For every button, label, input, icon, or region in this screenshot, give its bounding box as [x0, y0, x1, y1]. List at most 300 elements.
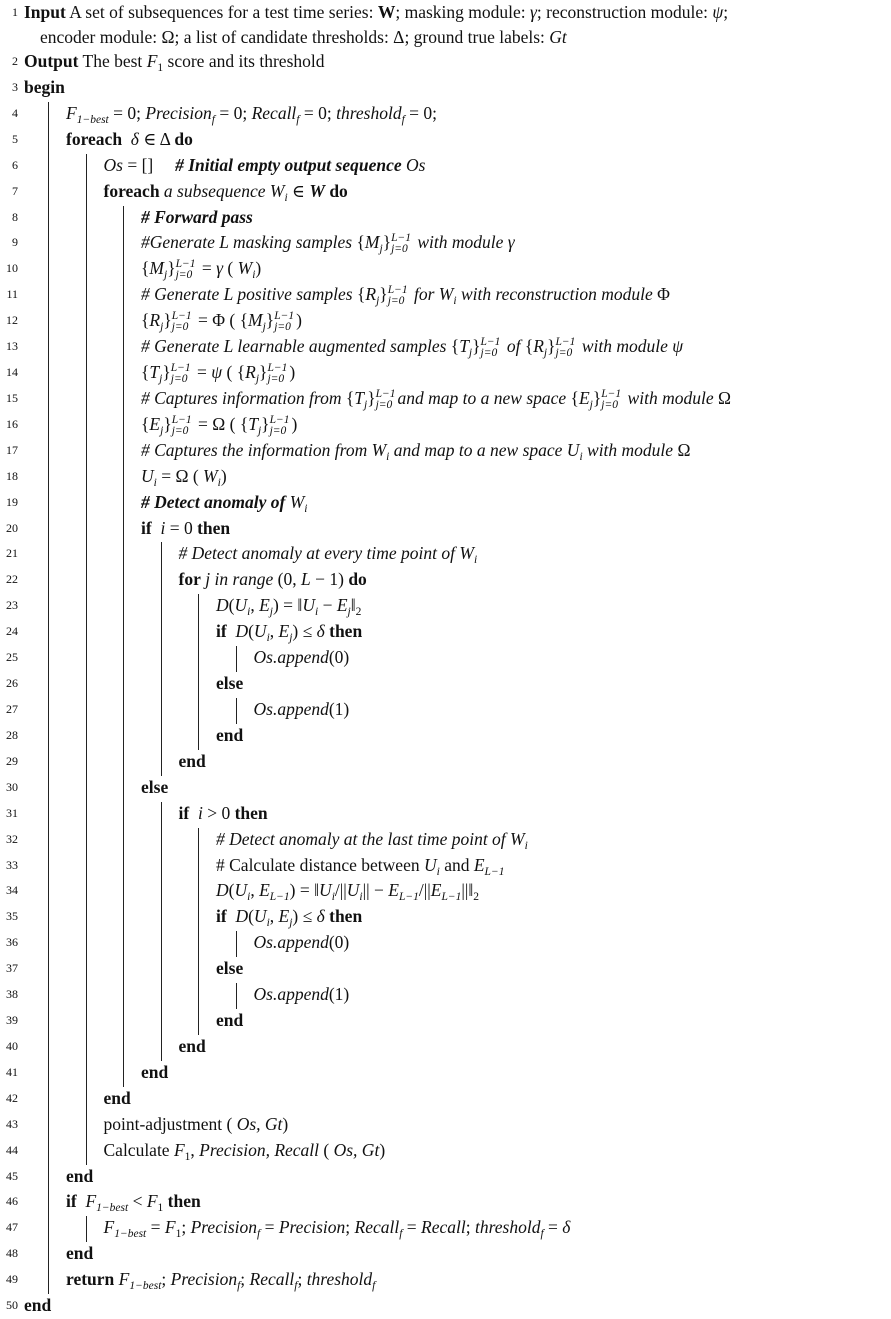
block-indent-bar	[161, 672, 162, 698]
subscript: j	[543, 347, 548, 360]
code-text: ,	[250, 880, 260, 901]
subscript: f	[257, 1228, 261, 1241]
subscript: j	[257, 424, 262, 437]
code-text: ,	[269, 906, 279, 927]
code-text: Os	[406, 154, 426, 175]
code-text: }	[167, 258, 176, 279]
block-indent-bar	[161, 802, 162, 828]
block-indent-bar	[48, 283, 49, 309]
code-text: ;	[465, 1217, 475, 1238]
line-number: 24	[6, 624, 18, 639]
block-indent-bar	[123, 828, 124, 854]
code-text: −	[318, 595, 337, 616]
block-indent-bar	[48, 957, 49, 983]
code-text: ,	[190, 1139, 200, 1160]
keyword: foreach	[103, 180, 160, 201]
code-text: Os.append	[253, 984, 329, 1005]
code-text: R	[245, 362, 256, 383]
subscript: j	[163, 269, 168, 282]
code-text: with module	[623, 387, 718, 408]
line-number: 35	[6, 909, 18, 924]
code-text: /||	[334, 880, 347, 901]
block-indent-bar	[48, 1061, 49, 1087]
code-text: # Initial empty output sequence	[175, 154, 407, 175]
line-number: 28	[6, 727, 18, 742]
code-text: ;	[345, 1217, 355, 1238]
code-text: ψ	[211, 362, 223, 383]
code-text: = 0;	[108, 102, 146, 123]
line-number: 9	[12, 235, 18, 250]
line-content	[104, 1086, 131, 1111]
code-text: Os.append	[253, 647, 329, 668]
code-text: {	[141, 362, 150, 383]
superscript: L−1	[267, 362, 288, 375]
sub-superscript	[274, 311, 294, 333]
block-indent-bar	[161, 957, 162, 983]
code-text: ;	[297, 1269, 307, 1290]
code-text: U	[253, 621, 267, 642]
superscript: L−1	[391, 232, 411, 245]
code-text: T	[459, 336, 469, 357]
code-text: <	[128, 1191, 147, 1212]
subscript: j	[363, 398, 368, 411]
line-number: 12	[6, 313, 18, 328]
block-indent-bar	[86, 957, 87, 983]
code-text: {	[524, 336, 534, 357]
block-indent-bar	[48, 1216, 49, 1242]
keyword: then	[324, 621, 363, 642]
sub-superscript	[172, 415, 192, 437]
block-indent-bar	[86, 361, 87, 387]
line-number: 14	[6, 365, 18, 380]
keyword: end	[141, 1061, 169, 1082]
keyword: do	[174, 128, 193, 149]
code-text: )	[220, 465, 227, 486]
block-indent-bar	[48, 1009, 49, 1035]
line-content	[104, 1112, 289, 1137]
code-text: }	[162, 362, 171, 383]
block-indent-bar	[86, 672, 87, 698]
block-indent-bar	[86, 879, 87, 905]
subscript: j=0	[171, 321, 189, 334]
code-text: W	[309, 180, 325, 201]
superscript: L−1	[171, 310, 192, 323]
code-text: δ	[130, 128, 139, 149]
keyword: do	[324, 180, 348, 201]
code-text: E	[388, 880, 399, 901]
block-indent-bar	[161, 983, 162, 1009]
block-indent-bar	[48, 1087, 49, 1113]
keyword: if	[141, 517, 152, 538]
block-indent-bar	[123, 491, 124, 517]
code-text: E	[430, 880, 442, 901]
subscript: i	[252, 269, 256, 282]
code-text: {	[141, 310, 150, 331]
block-indent-bar	[161, 1009, 162, 1035]
line-content	[216, 1008, 243, 1033]
keyword: W	[377, 2, 396, 22]
line-content	[179, 1034, 206, 1059]
line-number: 45	[6, 1168, 18, 1183]
subscript: f	[401, 113, 405, 126]
line-number: 30	[6, 779, 18, 794]
superscript: L−1	[175, 258, 196, 271]
block-indent-bar	[48, 491, 49, 517]
subscript: i	[314, 606, 319, 619]
block-indent-bar	[48, 1165, 49, 1191]
code-text: a subsequence W	[159, 180, 285, 201]
block-indent-bar	[48, 620, 49, 646]
keyword: end	[216, 1010, 244, 1031]
code-text: (	[228, 880, 235, 901]
subscript: i	[359, 891, 363, 904]
line-number: 38	[6, 987, 18, 1002]
block-indent-bar	[236, 931, 237, 957]
block-indent-bar	[48, 542, 49, 568]
code-text: #Generate L masking samples	[141, 232, 357, 253]
block-indent-bar	[86, 283, 87, 309]
code-text: R	[149, 310, 161, 331]
superscript: L−1	[601, 387, 622, 400]
block-indent-bar	[198, 828, 199, 854]
sub-superscript	[171, 363, 191, 385]
code-text: =	[192, 362, 212, 383]
keyword: if	[178, 802, 190, 823]
block-indent-bar	[86, 335, 87, 361]
block-indent-bar	[198, 698, 199, 724]
block-indent-bar	[48, 231, 49, 257]
code-text: T	[248, 413, 258, 434]
subscript: j=0	[387, 295, 405, 308]
block-indent-bar	[48, 439, 49, 465]
subscript: i	[247, 606, 251, 619]
line-number: 5	[12, 131, 18, 146]
block-indent-bar	[161, 620, 162, 646]
block-indent-bar	[48, 905, 49, 931]
code-text: E	[259, 880, 270, 901]
code-text: for W	[409, 284, 454, 305]
code-text: F	[85, 1191, 97, 1212]
subscript: 1−best	[96, 1202, 129, 1215]
block-indent-bar	[86, 724, 87, 750]
code-text: D	[216, 595, 229, 616]
code-text: W	[289, 491, 305, 512]
code-text: {	[570, 387, 579, 408]
subscript: j=0	[555, 347, 573, 360]
code-text: and map to a new space	[397, 387, 571, 408]
code-text: Recall	[421, 1217, 466, 1238]
line-number: 43	[6, 1116, 18, 1131]
block-indent-bar	[86, 257, 87, 283]
block-indent-bar	[86, 413, 87, 439]
code-text: F	[164, 1217, 176, 1238]
block-indent-bar	[123, 413, 124, 439]
code-text: = 0;	[299, 102, 337, 123]
block-indent-bar	[123, 257, 124, 283]
code-text: E	[336, 595, 348, 616]
subscript: j=0	[375, 398, 393, 411]
code-text: (0)	[328, 647, 350, 668]
keyword: end	[24, 1295, 52, 1316]
block-indent-bar	[161, 698, 162, 724]
code-text: and	[439, 854, 474, 875]
code-text: M	[364, 232, 380, 253]
block-indent-bar	[86, 154, 87, 180]
code-text: }	[163, 413, 172, 434]
subscript: j	[269, 606, 273, 619]
code-text: ,	[269, 621, 279, 642]
block-indent-bar	[236, 698, 237, 724]
subscript: j	[289, 917, 293, 930]
code-text: threshold	[306, 1269, 373, 1290]
block-indent-bar	[48, 854, 49, 880]
code-text: U	[141, 465, 154, 486]
block-indent-bar	[161, 931, 162, 957]
code-text: threshold	[474, 1217, 541, 1238]
code-text: ;	[181, 1217, 191, 1238]
block-indent-bar	[123, 283, 124, 309]
keyword: end	[66, 1243, 94, 1264]
block-indent-bar	[86, 465, 87, 491]
line-number: 16	[6, 416, 18, 431]
line-content	[66, 1164, 93, 1189]
block-indent-bar	[123, 776, 124, 802]
code-text: (0)	[328, 932, 350, 953]
block-indent-bar	[48, 750, 49, 776]
subscript: i	[217, 476, 221, 489]
block-indent-bar	[48, 413, 49, 439]
code-text: )	[282, 1113, 289, 1134]
sub-superscript	[391, 233, 411, 255]
line-content	[179, 749, 206, 774]
superscript: L−1	[555, 336, 576, 349]
code-text: D	[216, 880, 229, 901]
code-text: # Generate L learnable augmented samples	[141, 336, 451, 357]
code-text: U	[346, 880, 360, 901]
block-indent-bar	[123, 750, 124, 776]
block-indent-bar	[86, 231, 87, 257]
subscript: j=0	[267, 373, 285, 386]
line-number: 6	[12, 157, 18, 172]
code-text: E	[473, 854, 485, 875]
line-content	[254, 982, 350, 1007]
block-indent-bar	[161, 854, 162, 880]
block-indent-bar	[198, 1009, 199, 1035]
keyword: end	[66, 1165, 94, 1186]
block-indent-bar	[86, 1009, 87, 1035]
line-number: 23	[6, 598, 18, 613]
code-text: encoder module: Ω; a list of candidate thresholds: Δ; ground true labels:	[40, 27, 550, 47]
keyword: then	[197, 517, 231, 538]
code-text	[122, 129, 131, 149]
line-content	[254, 697, 350, 722]
line-number: 26	[6, 676, 18, 691]
code-text: Precision	[190, 1217, 257, 1238]
line-number: 27	[6, 702, 18, 716]
code-text: ;	[723, 2, 729, 22]
line-number: 46	[6, 1194, 18, 1209]
subscript: 1	[184, 1150, 191, 1163]
line-content	[24, 49, 325, 81]
block-indent-bar	[198, 983, 199, 1009]
line-number: 47	[6, 1220, 18, 1235]
line-number: 49	[6, 1272, 18, 1287]
block-indent-bar	[161, 568, 162, 594]
block-indent-bar	[123, 465, 124, 491]
keyword: then	[324, 906, 363, 927]
line-number: 36	[6, 935, 18, 950]
block-indent-bar	[48, 387, 49, 413]
code-text: ∈ Δ	[138, 128, 175, 149]
code-text: E	[278, 621, 290, 642]
block-indent-bar	[198, 724, 199, 750]
block-indent-bar	[198, 854, 199, 880]
subscript: f	[399, 1228, 403, 1241]
block-indent-bar	[86, 180, 87, 206]
block-indent-bar	[161, 905, 162, 931]
sub-superscript	[376, 389, 396, 411]
subscript: i	[331, 891, 335, 904]
block-indent-bar	[123, 1035, 124, 1061]
code-text: }	[367, 387, 376, 408]
subscript: 1−best	[76, 113, 109, 126]
subscript: j=0	[170, 373, 188, 386]
block-indent-bar	[86, 1113, 87, 1139]
block-indent-bar	[198, 931, 199, 957]
subscript: f	[372, 1280, 376, 1293]
code-text: Gt	[549, 27, 567, 47]
block-indent-bar	[48, 1139, 49, 1165]
superscript: L−1	[170, 362, 191, 375]
code-text: (	[228, 595, 235, 616]
block-indent-bar	[48, 206, 49, 232]
code-text: )	[379, 1139, 386, 1160]
code-text: U	[234, 880, 248, 901]
code-text: ;	[240, 1269, 250, 1290]
keyword: if	[216, 906, 227, 927]
code-text: i	[189, 802, 203, 823]
line-number: 17	[6, 442, 18, 457]
sub-superscript	[172, 311, 192, 333]
line-content	[141, 205, 253, 230]
subscript: 2	[355, 606, 362, 619]
subscript: j=0	[480, 347, 498, 360]
keyword: if	[216, 621, 227, 642]
code-text: # Detect anomaly at every time point of W	[178, 543, 474, 564]
line-number: 25	[6, 650, 18, 665]
code-text: W	[203, 465, 218, 486]
block-indent-bar	[48, 309, 49, 335]
line-number: 20	[6, 520, 18, 535]
code-text: = Φ ( {	[193, 310, 249, 331]
block-indent-bar	[86, 750, 87, 776]
line-number: 4	[12, 105, 18, 120]
subscript: j	[379, 243, 383, 256]
block-indent-bar	[86, 542, 87, 568]
block-indent-bar	[86, 776, 87, 802]
code-text: }	[163, 310, 172, 331]
block-indent-bar	[198, 672, 199, 698]
block-indent-bar	[123, 309, 124, 335]
block-indent-bar	[198, 879, 199, 905]
code-text: > 0	[202, 802, 235, 823]
block-indent-bar	[48, 1113, 49, 1139]
keyword: end	[216, 724, 244, 745]
code-text: with reconstruction module	[456, 284, 658, 305]
superscript: L−1	[480, 336, 501, 349]
block-indent-bar	[48, 983, 49, 1009]
block-indent-bar	[48, 724, 49, 750]
superscript: L−1	[274, 310, 295, 323]
code-text: {	[356, 284, 366, 305]
code-text: }	[261, 413, 270, 434]
code-text: U	[234, 595, 248, 616]
keyword: end	[178, 1035, 206, 1056]
code-text: A set of subsequences for a test time series:	[65, 2, 378, 22]
subscript: 1−best	[129, 1280, 162, 1293]
code-text: R	[533, 336, 544, 357]
code-text: δ	[562, 1217, 571, 1238]
subscript: j=0	[269, 424, 287, 437]
line-content	[216, 956, 243, 981]
code-text: (	[223, 258, 238, 279]
code-text: Φ	[657, 284, 670, 305]
subscript: j	[262, 321, 266, 334]
superscript: L−1	[375, 387, 396, 400]
keyword: Output	[24, 51, 79, 71]
code-text: Precision	[278, 1217, 346, 1238]
line-number: 13	[6, 339, 18, 354]
block-indent-bar	[161, 1035, 162, 1061]
subscript: j	[468, 347, 473, 360]
line-number: 7	[12, 183, 18, 198]
block-indent-bar	[48, 517, 49, 543]
block-indent-bar	[86, 828, 87, 854]
line-number: 10	[6, 261, 18, 276]
code-text: }	[265, 310, 275, 331]
code-text: D	[235, 906, 249, 927]
code-text: with module ψ	[577, 336, 684, 357]
block-indent-bar	[161, 879, 162, 905]
line-content	[24, 1293, 51, 1318]
block-indent-bar	[123, 335, 124, 361]
subscript: 2	[473, 891, 480, 904]
subscript: L−1	[441, 891, 462, 904]
code-text: F	[146, 51, 158, 71]
sub-superscript	[267, 363, 287, 385]
line-number: 11	[6, 287, 18, 302]
code-text: U	[319, 880, 332, 901]
block-indent-bar	[236, 646, 237, 672]
block-indent-bar	[86, 491, 87, 517]
code-text: Recall	[354, 1217, 400, 1238]
line-content	[104, 1138, 386, 1170]
code-text: U	[253, 906, 267, 927]
block-indent-bar	[123, 206, 124, 232]
code-text: =	[146, 1217, 165, 1238]
code-text: ( {	[222, 362, 246, 383]
code-text: (1)	[328, 699, 350, 719]
line-content	[66, 1241, 93, 1266]
sub-superscript	[556, 337, 576, 359]
line-content	[40, 25, 567, 50]
block-indent-bar	[123, 594, 124, 620]
line-number: 34	[6, 883, 18, 898]
subscript: j	[347, 606, 351, 619]
code-text: with module γ	[413, 232, 515, 253]
line-number: 37	[6, 961, 18, 976]
subscript: j=0	[171, 424, 189, 437]
